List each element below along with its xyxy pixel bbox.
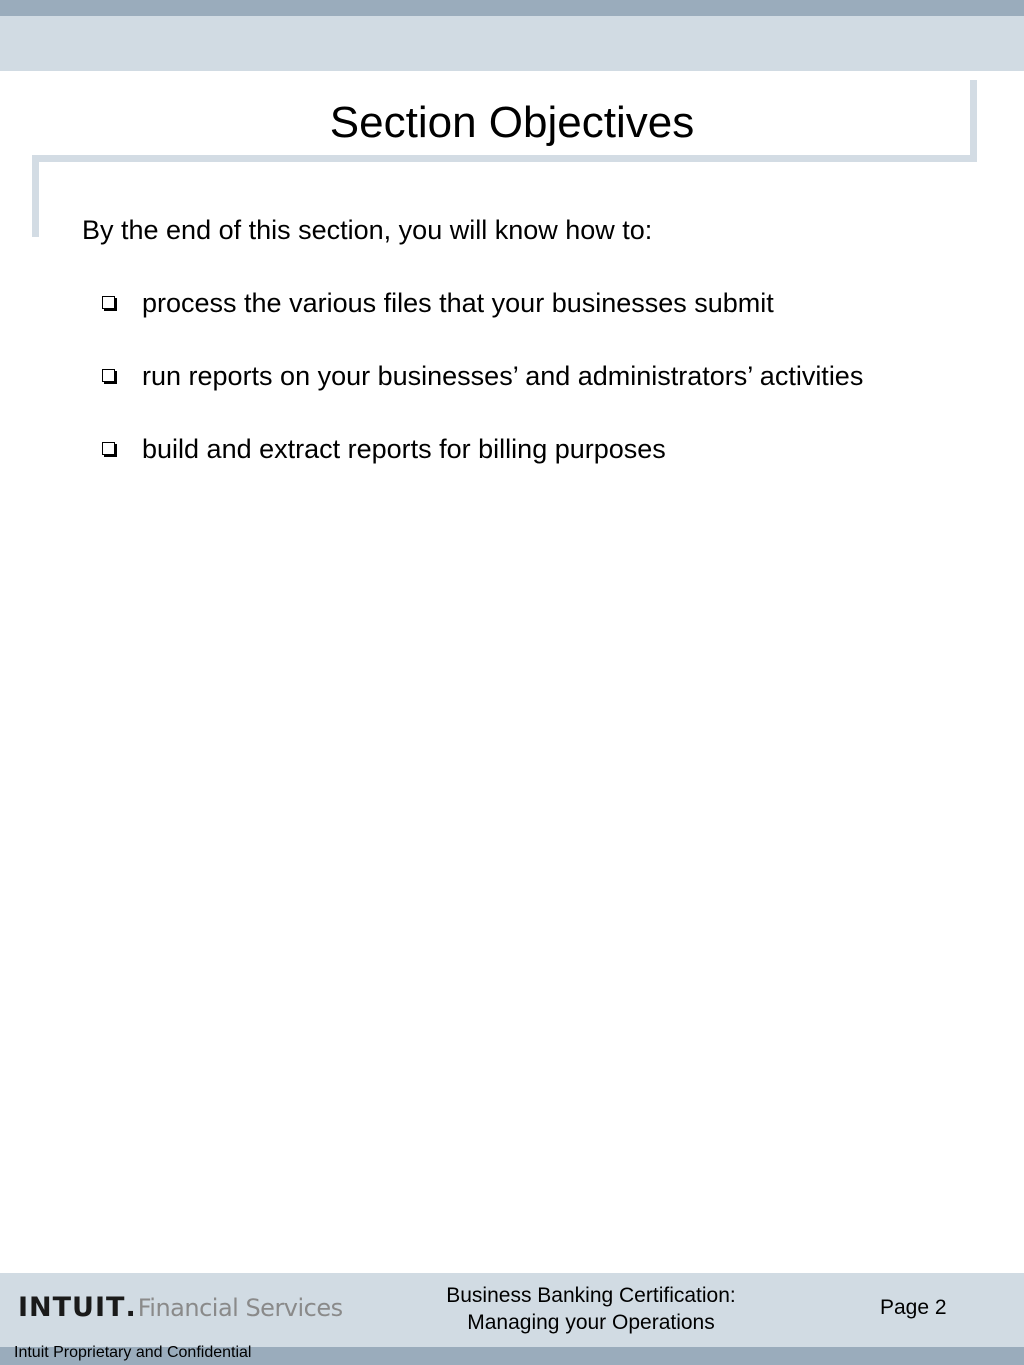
title-frame-underline bbox=[32, 155, 977, 162]
course-title-line1: Business Banking Certification: bbox=[446, 1284, 736, 1307]
checkbox-bullet-icon bbox=[102, 369, 115, 382]
logo-subtitle: Financial Services bbox=[137, 1294, 343, 1322]
checkbox-bullet-icon bbox=[102, 296, 115, 309]
top-band-dark bbox=[0, 0, 1024, 16]
intro-text: By the end of this section, you will know how to: bbox=[82, 215, 653, 245]
list-item bbox=[98, 285, 898, 321]
confidential-notice: Intuit Proprietary and Confidential bbox=[14, 1344, 252, 1361]
objective-text: process the various files that your businesses submit bbox=[142, 288, 774, 318]
top-band-light bbox=[0, 16, 1024, 71]
logo-dot: . bbox=[125, 1292, 136, 1323]
objective-text: run reports on your businesses’ and administrators’ activities bbox=[142, 361, 864, 391]
checkbox-bullet-icon bbox=[102, 442, 115, 455]
title-frame-left bbox=[32, 155, 39, 237]
objective-text: build and extract reports for billing purposes bbox=[142, 434, 666, 464]
list-item bbox=[98, 431, 898, 467]
list-item bbox=[98, 358, 898, 394]
objectives-list bbox=[98, 285, 898, 504]
course-title bbox=[400, 1282, 782, 1336]
intuit-logo bbox=[18, 1292, 343, 1323]
logo-word: INTUIT bbox=[18, 1292, 126, 1323]
course-title-line2: Managing your Operations bbox=[467, 1311, 715, 1334]
page-number: Page 2 bbox=[880, 1296, 947, 1319]
page-title: Section Objectives bbox=[329, 98, 695, 147]
